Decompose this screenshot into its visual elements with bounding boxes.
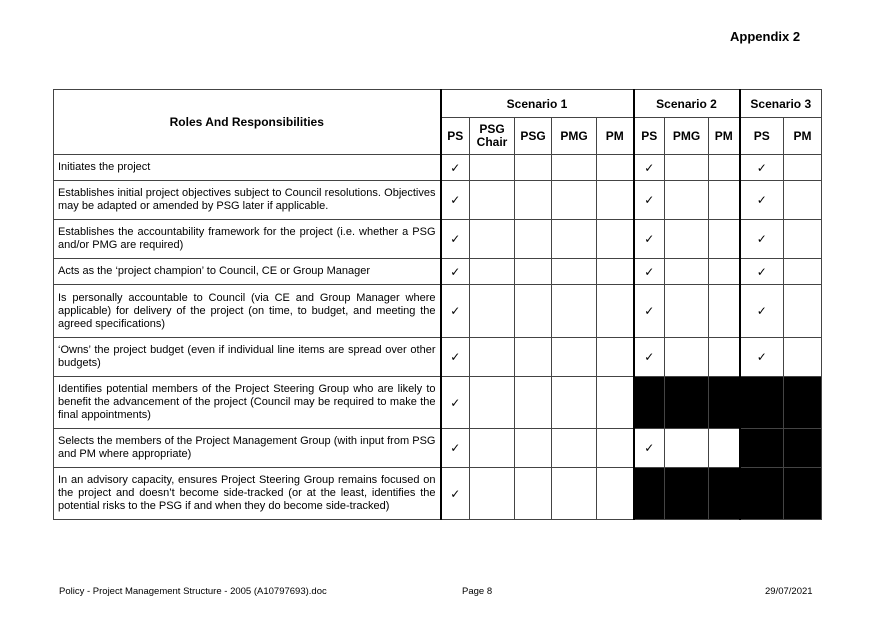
empty-cell <box>597 377 634 429</box>
scenario-3-header: Scenario 3 <box>740 90 822 118</box>
empty-cell <box>665 429 709 468</box>
not-applicable-cell <box>740 429 784 468</box>
not-applicable-cell <box>665 377 709 429</box>
empty-cell <box>515 181 552 220</box>
empty-cell <box>597 259 634 285</box>
empty-cell <box>665 259 709 285</box>
empty-cell <box>470 468 515 520</box>
empty-cell <box>470 285 515 338</box>
check-mark-cell: ✓ <box>634 429 665 468</box>
empty-cell <box>552 338 597 377</box>
responsibility-description: Selects the members of the Project Management Group (with input from PSG and PM where appropriate) <box>54 429 441 468</box>
empty-cell <box>665 220 709 259</box>
column-header: PSG Chair <box>470 118 515 155</box>
empty-cell <box>709 285 740 338</box>
empty-cell <box>552 377 597 429</box>
footer-date: 29/07/2021 <box>765 586 813 597</box>
check-mark-cell: ✓ <box>634 285 665 338</box>
table-body <box>54 155 822 520</box>
table-row <box>54 181 822 220</box>
empty-cell <box>470 377 515 429</box>
empty-cell <box>597 338 634 377</box>
responsibility-description: Establishes initial project objectives subject to Council resolutions. Objectives may be adapted or amended by PSG later if applicable. <box>54 181 441 220</box>
scenario-2-header: Scenario 2 <box>634 90 740 118</box>
empty-cell <box>597 285 634 338</box>
check-mark-cell: ✓ <box>441 155 470 181</box>
check-mark-cell: ✓ <box>740 155 784 181</box>
check-mark-cell: ✓ <box>441 285 470 338</box>
responsibility-description: Initiates the project <box>54 155 441 181</box>
empty-cell <box>597 429 634 468</box>
column-header: PM <box>597 118 634 155</box>
table-row <box>54 285 822 338</box>
column-header: PS <box>740 118 784 155</box>
empty-cell <box>665 181 709 220</box>
empty-cell <box>515 429 552 468</box>
roles-header: Roles And Responsibilities <box>54 90 441 155</box>
check-mark-cell: ✓ <box>634 220 665 259</box>
footer-page-number: Page 8 <box>462 586 493 597</box>
check-mark-cell: ✓ <box>441 468 470 520</box>
check-mark-cell: ✓ <box>740 181 784 220</box>
table-row <box>54 429 822 468</box>
scenario-1-header: Scenario 1 <box>441 90 634 118</box>
empty-cell <box>552 285 597 338</box>
empty-cell <box>552 181 597 220</box>
not-applicable-cell <box>665 468 709 520</box>
column-header: PMG <box>552 118 597 155</box>
empty-cell <box>515 377 552 429</box>
column-header: PSG <box>515 118 552 155</box>
check-mark-cell: ✓ <box>441 220 470 259</box>
footer-filename: Policy - Project Management Structure - 2005 (A10797693).doc <box>59 586 327 597</box>
table-row <box>54 259 822 285</box>
check-mark-cell: ✓ <box>634 181 665 220</box>
empty-cell <box>665 338 709 377</box>
check-mark-cell: ✓ <box>441 429 470 468</box>
empty-cell <box>709 429 740 468</box>
empty-cell <box>597 468 634 520</box>
check-mark-cell: ✓ <box>740 220 784 259</box>
check-mark-cell: ✓ <box>740 338 784 377</box>
not-applicable-cell <box>709 377 740 429</box>
table-row <box>54 468 822 520</box>
check-mark-cell: ✓ <box>441 181 470 220</box>
empty-cell <box>709 155 740 181</box>
empty-cell <box>552 468 597 520</box>
appendix-label: Appendix 2 <box>730 29 801 44</box>
responsibility-description: Establishes the accountability framework for the project (i.e. whether a PSG and/or PMG are required) <box>54 220 441 259</box>
empty-cell <box>515 220 552 259</box>
roles-responsibilities-table <box>53 89 822 520</box>
empty-cell <box>515 285 552 338</box>
table-row <box>54 338 822 377</box>
empty-cell <box>470 429 515 468</box>
empty-cell <box>470 181 515 220</box>
check-mark-cell: ✓ <box>740 259 784 285</box>
responsibility-description: Is personally accountable to Council (via CE and Group Manager where applicable) for delivery of the project (on time, to budget, and meeting the agreed specifications) <box>54 285 441 338</box>
empty-cell <box>784 259 822 285</box>
column-header: PS <box>441 118 470 155</box>
responsibility-description: ‘Owns’ the project budget (even if individual line items are spread over other budgets) <box>54 338 441 377</box>
empty-cell <box>597 220 634 259</box>
not-applicable-cell <box>740 377 784 429</box>
table-row <box>54 220 822 259</box>
empty-cell <box>784 181 822 220</box>
empty-cell <box>515 155 552 181</box>
check-mark-cell: ✓ <box>634 338 665 377</box>
check-mark-cell: ✓ <box>740 285 784 338</box>
empty-cell <box>515 468 552 520</box>
empty-cell <box>515 259 552 285</box>
table-row <box>54 377 822 429</box>
not-applicable-cell <box>709 468 740 520</box>
empty-cell <box>515 338 552 377</box>
empty-cell <box>709 338 740 377</box>
empty-cell <box>709 259 740 285</box>
empty-cell <box>709 220 740 259</box>
check-mark-cell: ✓ <box>634 155 665 181</box>
empty-cell <box>552 429 597 468</box>
responsibility-description: Acts as the ‘project champion’ to Council, CE or Group Manager <box>54 259 441 285</box>
not-applicable-cell <box>784 468 822 520</box>
empty-cell <box>665 285 709 338</box>
check-mark-cell: ✓ <box>634 259 665 285</box>
empty-cell <box>784 285 822 338</box>
check-mark-cell: ✓ <box>441 338 470 377</box>
not-applicable-cell <box>784 429 822 468</box>
empty-cell <box>597 181 634 220</box>
column-header: PM <box>709 118 740 155</box>
empty-cell <box>597 155 634 181</box>
not-applicable-cell <box>784 377 822 429</box>
check-mark-cell: ✓ <box>441 259 470 285</box>
column-header: PS <box>634 118 665 155</box>
scenario-header-row <box>54 90 822 118</box>
column-header: PMG <box>665 118 709 155</box>
empty-cell <box>665 155 709 181</box>
empty-cell <box>552 259 597 285</box>
empty-cell <box>784 338 822 377</box>
not-applicable-cell <box>634 377 665 429</box>
empty-cell <box>470 338 515 377</box>
column-header: PM <box>784 118 822 155</box>
empty-cell <box>470 155 515 181</box>
empty-cell <box>784 155 822 181</box>
empty-cell <box>709 181 740 220</box>
empty-cell <box>470 220 515 259</box>
empty-cell <box>784 220 822 259</box>
table-row <box>54 155 822 181</box>
empty-cell <box>552 155 597 181</box>
not-applicable-cell <box>634 468 665 520</box>
not-applicable-cell <box>740 468 784 520</box>
empty-cell <box>470 259 515 285</box>
responsibility-description: In an advisory capacity, ensures Project Steering Group remains focused on the project and doesn’t become side-tracked (or at the least, identifies the potential risks to the PSG if and when they do become side-tracked) <box>54 468 441 520</box>
empty-cell <box>552 220 597 259</box>
check-mark-cell: ✓ <box>441 377 470 429</box>
responsibility-description: Identifies potential members of the Project Steering Group who are likely to benefit the advancement of the project (Council may be required to make the final appointments) <box>54 377 441 429</box>
